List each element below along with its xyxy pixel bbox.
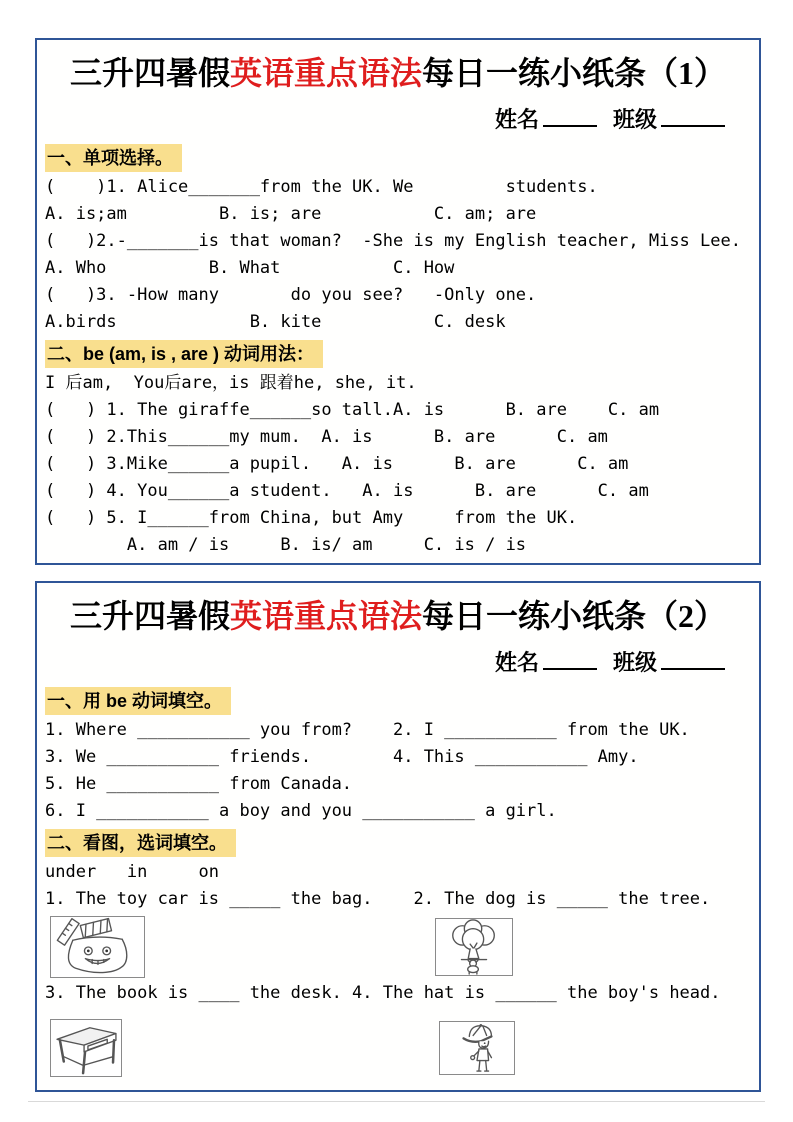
question-line: ( )1. Alice_______from the UK. We students. <box>45 177 598 198</box>
question-line: ( ) 4. You______a student. A. is B. are C. am <box>45 481 649 502</box>
worksheet-card-2 <box>35 581 761 1092</box>
options-line: A. am / is B. is/ am C. is / is <box>45 535 527 556</box>
question-line: ( ) 5. I______from China, but Amy from the UK. <box>45 508 578 529</box>
question-line: ( ) 3.Mike______a pupil. A. is B. are C. am <box>45 454 629 475</box>
class-blank <box>661 107 725 127</box>
sheet2-name-line <box>45 646 751 677</box>
tree-with-dog-image <box>435 918 513 976</box>
sheet1-title-red: 英语重点语法 <box>229 55 422 91</box>
sheet1-name-line <box>45 103 751 134</box>
sheet1-title-suffix: 每日一练小纸条（1） <box>422 55 727 91</box>
boy-with-cap-image <box>439 1021 515 1075</box>
sheet2-title <box>45 595 751 637</box>
sheet2-title-prefix: 三升四暑假 <box>69 598 230 634</box>
question-line: 3. The book is ____ the desk. 4. The hat is ______ the boy's head. <box>45 983 721 1004</box>
question-line: ( ) 1. The giraffe______so tall.A. is B. are C. am <box>45 400 660 421</box>
schoolbag-with-face-image <box>50 916 145 978</box>
name-label: 姓名 <box>494 650 539 676</box>
question-line: 1. The toy car is _____ the bag. 2. The dog is _____ the tree. <box>45 889 711 910</box>
sheet2-section2-heading: 二、看图，选词填空。 <box>45 829 236 857</box>
fill-line: 1. Where ___________ you from? 2. I ___________ from the UK. <box>45 720 690 741</box>
class-label: 班级 <box>612 650 657 676</box>
class-label: 班级 <box>612 107 657 133</box>
picture-row-2 <box>45 1007 751 1077</box>
fill-line: 6. I ___________ a boy and you ___________ a girl. <box>45 801 557 822</box>
fill-line: 3. We ___________ friends. 4. This ___________ Amy. <box>45 747 639 768</box>
sheet2-title-red: 英语重点语法 <box>229 598 422 634</box>
sheet1-section2-heading: 二、be (am, is , are ) 动词用法： <box>45 340 323 368</box>
desk-image <box>50 1019 122 1077</box>
class-blank <box>661 650 725 670</box>
sheet2-title-suffix: 每日一练小纸条（2） <box>422 598 727 634</box>
worksheet-card-1 <box>35 38 761 565</box>
word-bank-line: under in on <box>45 862 219 883</box>
grammar-rule-line: I 后am, You后are，is 跟着he, she, it. <box>45 373 417 394</box>
sheet1-title <box>45 52 751 94</box>
options-line: A. is;am B. is; are C. am; are <box>45 204 537 225</box>
name-blank <box>543 650 597 670</box>
name-blank <box>543 107 597 127</box>
options-line: A. Who B. What C. How <box>45 258 455 279</box>
sheet1-title-prefix: 三升四暑假 <box>69 55 230 91</box>
sheet2-section1-heading: 一、用 be 动词填空。 <box>45 687 231 715</box>
fill-line: 5. He ___________ from Canada. <box>45 774 353 795</box>
name-label: 姓名 <box>494 107 539 133</box>
page-bottom-edge <box>28 1101 765 1102</box>
options-line: A.birds B. kite C. desk <box>45 312 506 333</box>
question-line: ( )2.-_______is that woman? -She is my English teacher, Miss Lee. <box>45 231 741 252</box>
picture-row-1 <box>45 913 751 980</box>
question-line: ( )3. -How many do you see? -Only one. <box>45 285 537 306</box>
sheet1-section1-heading: 一、单项选择。 <box>45 144 182 172</box>
question-line: ( ) 2.This______my mum. A. is B. are C. am <box>45 427 608 448</box>
